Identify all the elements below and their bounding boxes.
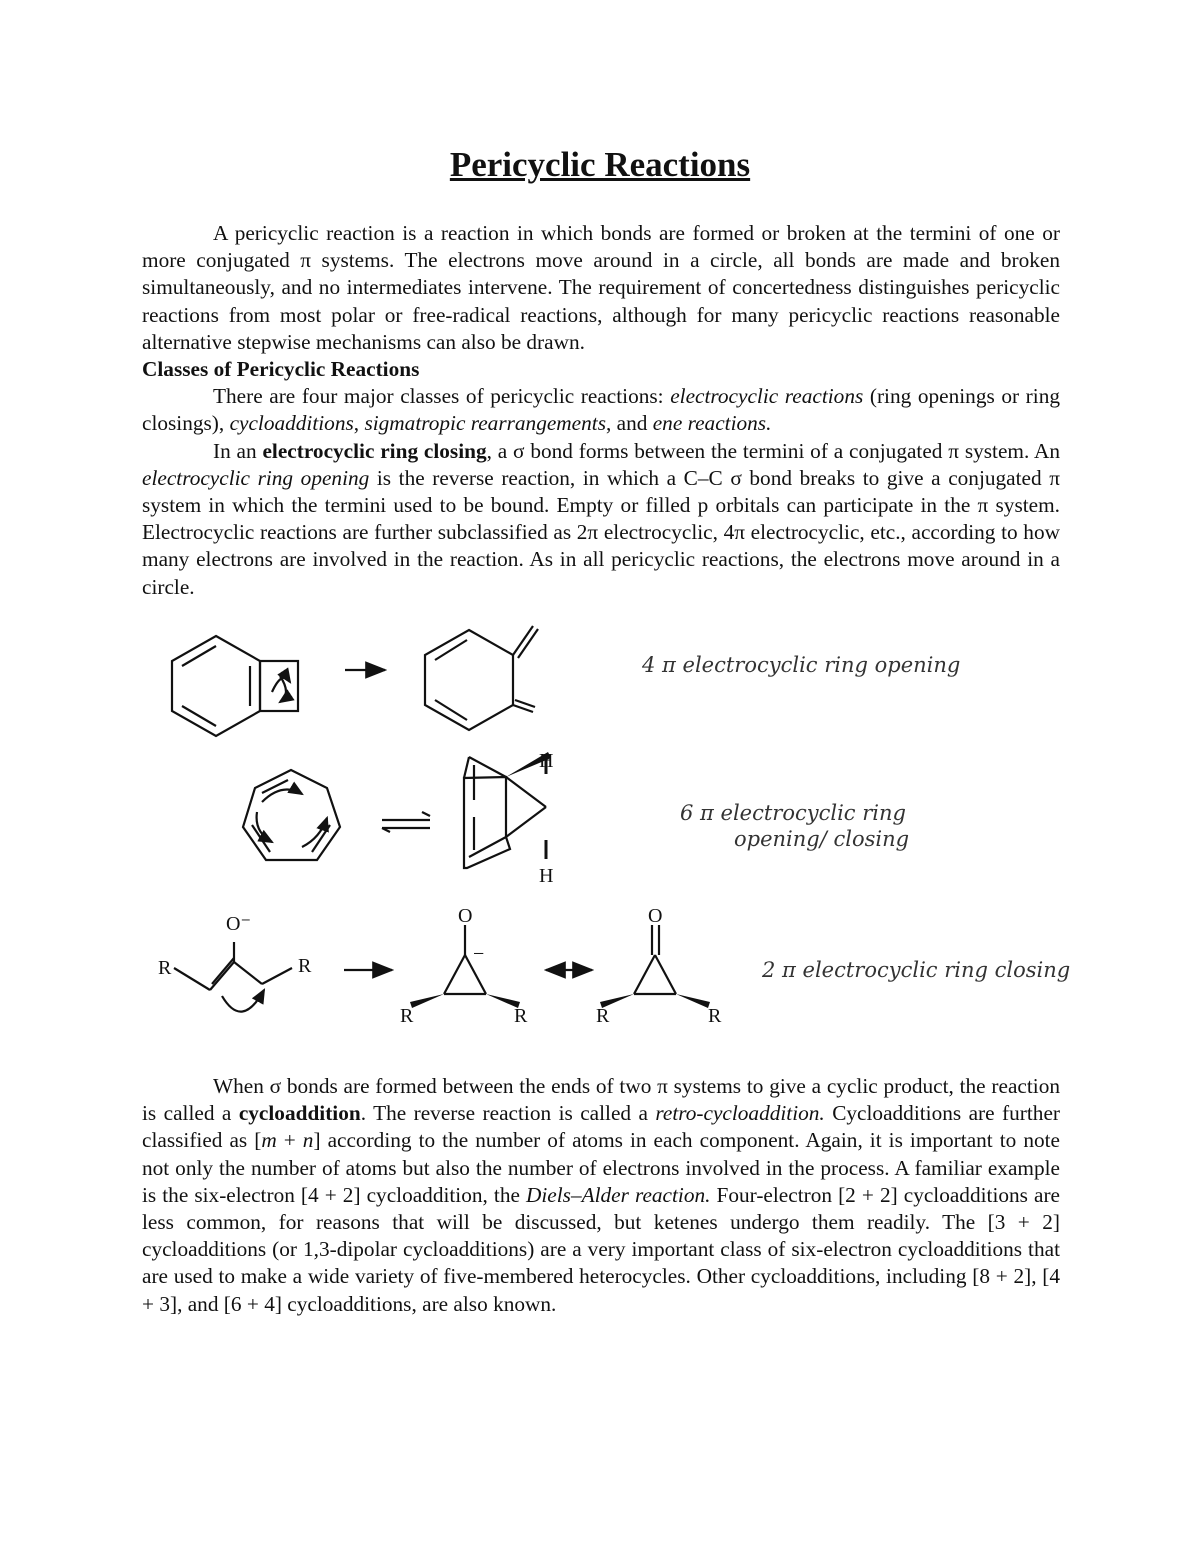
r-group-label: R: [400, 1005, 414, 1027]
r-group-label: R: [708, 1005, 722, 1027]
text-run: cycloaddition: [238, 1101, 361, 1126]
oxygen-label: O: [648, 905, 663, 927]
oxygen-label: O: [458, 905, 473, 927]
text-run: +: [276, 1128, 303, 1153]
text-run: There are four major classes of pericyclic reactions:: [213, 384, 671, 409]
text-run: cycloadditions: [229, 411, 354, 436]
text-run: Cycloadditions are further classified as [: [142, 1101, 1060, 1153]
intro-paragraph: A pericyclic reaction is a reaction in which bonds are formed or broken at the termini of one or more conjugated π systems. The electrons move around in a circle, all bonds are made and broken simultaneously, and no intermediates intervene. The requirement of concertedness distinguishes pericyclic reactions from most polar or free-radical reactions, although for many pericyclic reactions reasonable alternative stepwise mechanisms can also be drawn.: [142, 221, 1060, 354]
minus-charge: −: [473, 943, 485, 965]
intro-section: [142, 220, 1060, 601]
text-run: Four-electron [2 + 2] cycloadditions are less common, for reasons that will be discussed, but ketenes undergo them readily. The [3 + 2] cycloadditions (or 1,3-dipolar cycloadditions) are a very important class of six-electron cycloadditions that are used to make a wide variety of five-membered heterocycles. Other cycloadditions, including [8 + 2], [4 + 3], and [6 + 4] cycloadditions, are also known.: [142, 1182, 1060, 1316]
hydrogen-label: H: [539, 865, 554, 887]
benzocyclobutene-structure: [172, 636, 298, 736]
r-group-label: R: [298, 955, 312, 977]
electrocyclic-paragraph: [142, 438, 1060, 601]
r-group-label: R: [158, 957, 172, 979]
text-run: When σ bonds are formed between the ends of two π systems to give a cyclic product, the reaction is called a: [142, 1074, 1060, 1126]
text-run: sigmatropic rearrangements: [364, 411, 606, 436]
reaction-scheme-svg: [142, 612, 1072, 1042]
reaction-label-4pi: 4 π electrocyclic ring opening: [642, 653, 961, 677]
text-run: electrocyclic ring closing: [262, 438, 487, 463]
section-heading: Classes of Pericyclic Reactions: [142, 357, 420, 382]
text-run: retro-cycloaddition.: [655, 1101, 825, 1126]
reaction-label-6pi-line2: opening/ closing: [734, 827, 910, 851]
text-run: is the reverse reaction, in which a C–C σ bond breaks to give a conjugated π system in which the termini used to be bound. Empty or filled p orbitals can participate in the π system. Electrocyclic reactions are further subclassified as 2π electrocyclic, 4π electrocyclic, etc., according to how many electrons are involved in the reaction. As in all pericyclic reactions, the electrons move around in a circle.: [142, 465, 1060, 599]
reaction-label-2pi: 2 π electrocyclic ring closing: [762, 958, 1071, 982]
oxyallyl-structure: [174, 942, 292, 1012]
reaction-label-6pi-line1: 6 π electrocyclic ring: [680, 801, 906, 825]
text-run: electrocyclic reactions: [670, 384, 864, 409]
text-run: (ring openings or ring closings),: [142, 384, 1060, 436]
equilibrium-arrow: [382, 812, 430, 832]
norcaradiene-structure: [464, 750, 554, 868]
text-run: , and: [605, 411, 653, 436]
r-group-label: R: [514, 1005, 528, 1027]
cycloaddition-paragraph: [142, 1073, 1060, 1318]
text-run: n: [302, 1128, 314, 1153]
text-run: . The reverse reaction is called a: [360, 1101, 656, 1126]
text-run: , a σ bond forms between the termini of a conjugated π system. An: [486, 438, 1060, 463]
cycloheptatriene-structure: [243, 770, 340, 860]
oxygen-anion-label: O⁻: [226, 913, 251, 935]
text-run: Diels–Alder reaction.: [525, 1182, 711, 1207]
text-run: m: [261, 1128, 277, 1153]
hydrogen-label: H: [539, 750, 554, 772]
text-run: In an: [213, 438, 263, 463]
oxyallyl-zwitterion-structure: [410, 925, 520, 1008]
classes-paragraph: [142, 383, 1060, 437]
page-title: Pericyclic Reactions: [449, 145, 751, 184]
text-run: ene reactions.: [652, 411, 772, 436]
o-xylylene-structure: [425, 626, 538, 730]
text-run: ,: [353, 411, 365, 436]
cyclopropanone-structure: [600, 925, 710, 1008]
r-group-label: R: [596, 1005, 610, 1027]
cycloaddition-section: [142, 1073, 1060, 1318]
text-run: electrocyclic ring opening: [142, 465, 370, 490]
text-run: ] according to the number of atoms in each component. Again, it is important to note not only the number of atoms but also the number of electrons involved in the process. A familiar example is the six-electron [4 + 2] cycloaddition, the: [142, 1128, 1061, 1207]
reaction-scheme: [142, 612, 1072, 1042]
